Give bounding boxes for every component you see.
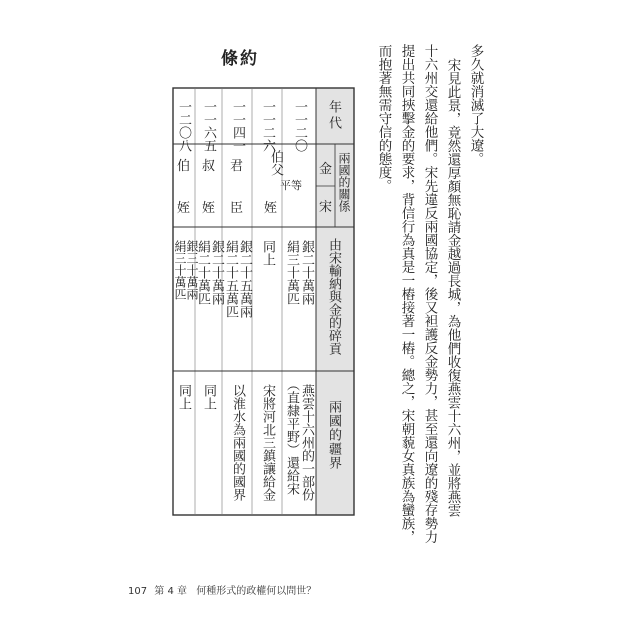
row-1165-border: 同上 [201,384,216,410]
row-1165-song: 姪 [202,201,216,216]
row-1120-tribute-1: 銀二十萬兩 [299,240,314,305]
row-1208-year: 一二〇八 [176,100,191,152]
row-1141-tribute-1: 銀二十五萬兩 [237,240,252,318]
row-1120-border-1: 燕雲十六州的一部份 [299,384,314,501]
row-1141-tribute-2: 絹二十五萬匹 [223,240,238,318]
header-relation: 兩國的關係 [337,152,351,212]
row-1208-border: 同上 [176,384,191,410]
row-1126-border: 宋將河北三鎮讓給金 [260,384,275,501]
header-year: 年代 [326,100,341,132]
row-1126-jin: 伯父 [268,150,283,176]
chapter-title: 何種形式的政權何以問世？ [196,586,317,597]
row-1126-year: 一一二六 [260,100,275,152]
page-footer [128,582,316,597]
body-line-5: 而抱著無需守信的態度。 [375,44,392,193]
body-line-4: 提出共同挾擊金的要求，背信行為真是一樁接著一樁。總之，宋朝藐女真族為蠻族， [398,44,415,544]
row-1120-tribute-2: 絹三十萬匹 [284,240,299,305]
body-line-3: 十六州交還給他們。宋先違反兩國協定，後又袒護反金勢力，甚至還向遼的殘存勢力 [421,44,438,544]
row-1120-equal: 平等 [280,179,302,192]
row-1165-jin: 叔 [202,159,216,174]
page-number: 107 [128,586,148,597]
body-line-2: 宋見此景，竟然還厚顏無恥請金越過長城，為他們收復燕雲十六州，並將燕雲 [444,58,461,517]
row-1141-song: 臣 [230,201,244,216]
row-1126-song: 姪 [264,201,278,216]
row-1208-song: 姪 [177,201,191,216]
row-1165-tribute-2: 絹二十萬匹 [195,240,210,305]
row-1141-year: 一一四一 [230,100,245,152]
row-1208-jin: 伯 [177,159,191,174]
header-tribute: 由宋輸納與金的碎貢 [326,238,341,355]
table-title: 條約 [221,49,259,69]
row-1165-year: 一一六五 [201,100,216,152]
row-1141-border: 以淮水為兩國的國界 [230,384,245,501]
row-1165-tribute-1: 銀二十萬兩 [209,240,224,305]
row-1126-tribute: 同上 [260,240,275,266]
header-border: 兩國的疆界 [326,400,341,470]
row-1120-border-2: （直隸平野）還給宋 [284,378,299,495]
header-jin: 金 [319,162,333,177]
row-1141-jin: 君 [230,159,244,174]
header-song: 宋 [319,200,333,215]
chapter-label: 第 4 章 [154,586,188,597]
row-1208-tribute-2: 絹三十萬匹 [173,240,187,300]
body-line-1: 多久就消滅了大遼。 [467,44,484,166]
row-1120-year: 一一二〇 [292,100,307,152]
row-1208-tribute-1: 銀三十萬兩 [185,240,199,300]
